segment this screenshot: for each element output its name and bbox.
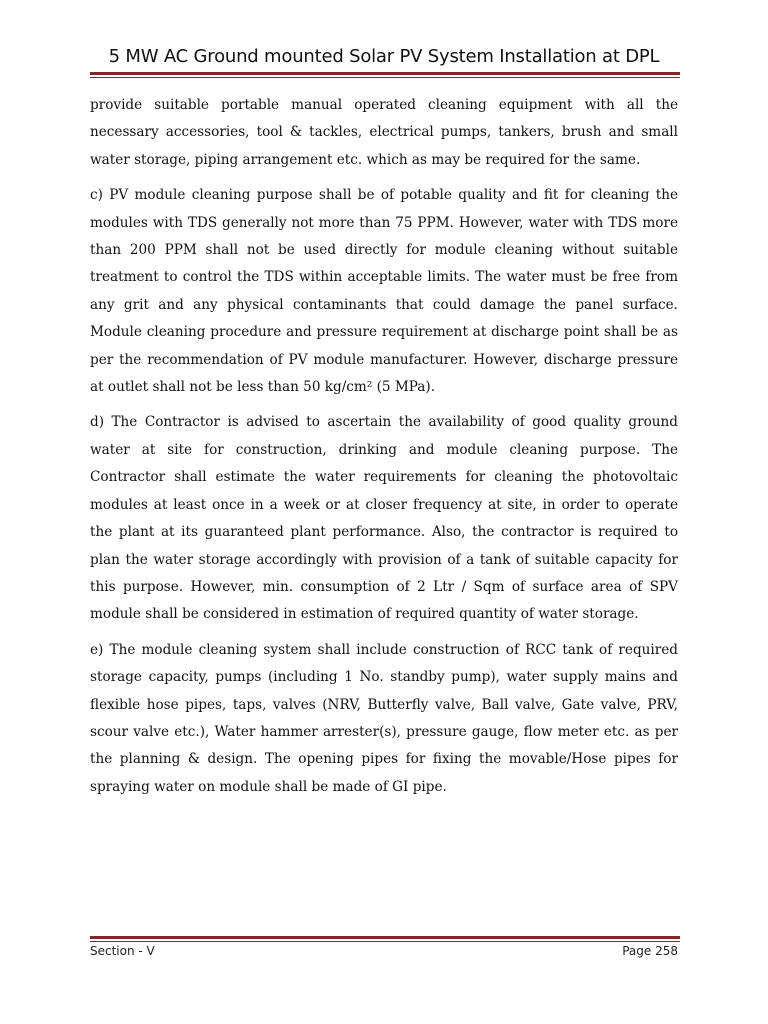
footer-rule bbox=[90, 936, 680, 942]
footer-rule-thin bbox=[90, 941, 680, 942]
header-rule bbox=[90, 72, 680, 78]
body-text bbox=[90, 92, 678, 809]
page-header-title: 5 MW AC Ground mounted Solar PV System Installation at DPL bbox=[108, 46, 660, 67]
footer-page-number: Page 258 bbox=[622, 944, 678, 958]
header-rule-thick bbox=[90, 72, 680, 75]
header-rule-thin bbox=[90, 77, 680, 78]
paragraph-e: e) The module cleaning system shall include construction of RCC tank of required storage capacity, pumps (including 1 No. standby pump), water supply mains and flexible hose pipes, taps, valves (NRV, Butterfly valve, Ball valve, Gate valve, PRV, scour valve etc.), Water hammer arrester(s), pressure gauge, flow meter etc. as per the planning & design. The opening pipes for fixing the movable/Hose pipes for spraying water on module shall be made of GI pipe. bbox=[90, 641, 678, 795]
paragraph-c: c) PV module cleaning purpose shall be of potable quality and fit for cleaning the modules with TDS generally not more than 75 PPM. However, water with TDS more than 200 PPM shall not be used directly for module cleaning without suitable treatment to control the TDS within acceptable limits. The water must be free from any grit and any physical contaminants that could damage the panel surface. Module cleaning procedure and pressure requirement at discharge point shall be as per the recommendation of PV module manufacturer. However, discharge pressure at outlet shall not be less than 50 kg/cm² (5 MPa). bbox=[90, 187, 678, 396]
paragraph-d: d) The Contractor is advised to ascertain the availability of good quality ground water at site for construction, drinking and module cleaning purpose. The Contractor shall estimate the water requirements for cleaning the photovoltaic modules at least once in a week or at closer frequency at site, in order to operate the plant at its guaranteed plant performance. Also, the contractor is required to plan the water storage accordingly with provision of a tank of suitable capacity for this purpose. However, min. consumption of 2 Ltr / Sqm of surface area of SPV module shall be considered in estimation of required quantity of water storage. bbox=[90, 414, 678, 623]
paragraph-continuation: provide suitable portable manual operated cleaning equipment with all the necessary accessories, tool & tackles, electrical pumps, tankers, brush and small water storage, piping arrangement etc. which as may be required for the same. bbox=[90, 97, 678, 168]
footer-rule-thick bbox=[90, 936, 680, 939]
footer-section: Section - V bbox=[90, 944, 155, 958]
